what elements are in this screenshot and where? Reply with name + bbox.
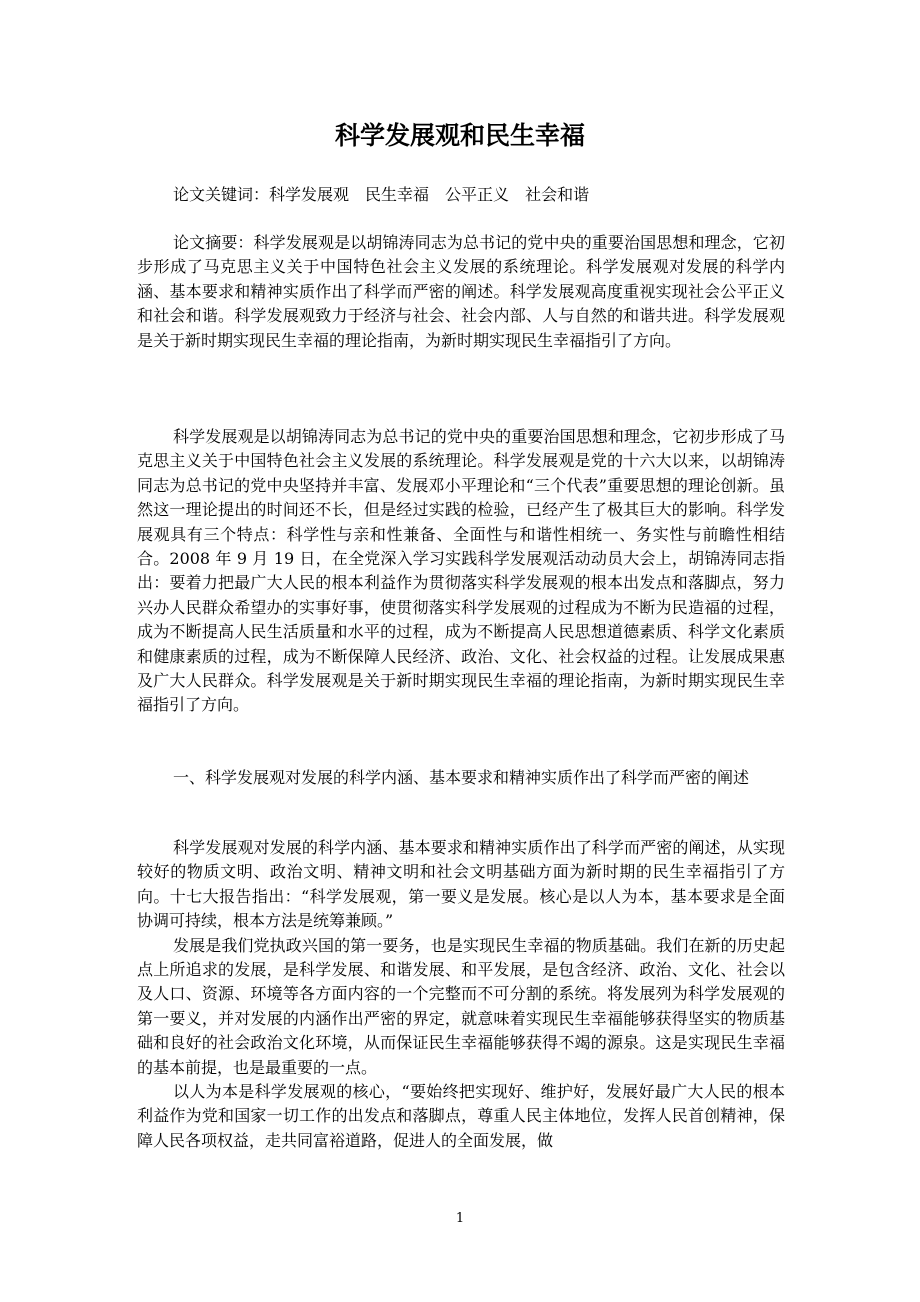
keywords-line xyxy=(137,183,785,207)
abstract-paragraph: 论文摘要：科学发展观是以胡锦涛同志为总书记的党中央的重要治国思想和理念，它初步形成了马克思主义关于中国特色社会主义发展的系统理论。科学发展观对发展的科学内涵、基本要求和精神实质作出了科学而严密的阐述。科学发展观高度重视实现社会公平正义和社会和谐。科学发展观致力于经济与社会、社会内部、人与自然的和谐共进。科学发展观是关于新时期实现民生幸福的理论指南，为新时期实现民生幸福指引了方向。 xyxy=(137,233,785,350)
keyword-item: 公平正义 xyxy=(445,185,510,204)
keyword-item: 民生幸福 xyxy=(365,185,430,204)
section-heading: 一、科学发展观对发展的科学内涵、基本要求和精神实质作出了科学而严密的阐述 xyxy=(173,768,750,787)
document-title: 科学发展观和民生幸福 xyxy=(334,121,585,150)
body-paragraph: 发展是我们党执政兴国的第一要务，也是实现民生幸福的物质基础。我们在新的历史起点上所追求的发展，是科学发展、和谐发展、和平发展，是包含经济、政治、文化、社会以及人口、资源、环境等各方面内容的一个完整而不可分割的系统。将发展列为科学发展观的第一要义，并对发展的内涵作出严密的界定，就意味着实现民生幸福能够获得坚实的物质基础和良好的社会政治文化环境，从而保证民生幸福能够获得不竭的源泉。这是实现民生幸福的基本前提，也是最重要的一点。 xyxy=(137,935,785,1077)
body-paragraph: 以人为本是科学发展观的核心，“要始终把实现好、维护好，发展好最广大人民的根本利益作为党和国家一切工作的出发点和落脚点，尊重人民主体地位，发挥人民首创精神，保障人民各项权益，走共同富裕道路，促进人的全面发展，做 xyxy=(137,1082,785,1150)
body-paragraph: 科学发展观对发展的科学内涵、基本要求和精神实质作出了科学而严密的阐述，从实现较好的物质文明、政治文明、精神文明和社会文明基础方面为新时期的民生幸福指引了方向。十七大报告指出：“科学发展观，第一要义是发展。核心是以人为本，基本要求是全面协调可持续，根本方法是统筹兼顾。” xyxy=(137,838,785,931)
intro-paragraph: 科学发展观是以胡锦涛同志为总书记的党中央的重要治国思想和理念，它初步形成了马克思主义关于中国特色社会主义发展的系统理论。科学发展观是党的十六大以来，以胡锦涛同志为总书记的党中央坚持并丰富、发展邓小平理论和“三个代表”重要思想的理论创新。虽然这一理论提出的时间还不长，但是经过实践的检验，已经产生了极其巨大的影响。科学发展观具有三个特点：科学性与亲和性兼备、全面性与和谐性相统一、务实性与前瞻性相结合。2008 年 9 月 19 日，在全党深入学习实践科学发展观活动动员大会上，胡锦涛同志指出：要着力把最广大人民的根本利益作为贯彻落实科学发展观的根本出发点和落脚点，努力兴办人民群众希望办的实事好事，使贯彻落实科学发展观的过程成为不断为民造福的过程，成为不断提高人民生活质量和水平的过程，成为不断提高人民思想道德素质、科学文化素质和健康素质的过程，成为不断保障人民经济、政治、文化、社会权益的过程。让发展成果惠及广大人民群众。科学发展观是关于新时期实现民生幸福的理论指南，为新时期实现民生幸福指引了方向。 xyxy=(137,427,785,715)
keyword-item: 科学发展观 xyxy=(269,185,350,204)
section-body xyxy=(137,836,785,1153)
keyword-item: 社会和谐 xyxy=(525,185,590,204)
keywords-label: 论文关键词： xyxy=(173,185,270,204)
page-number: 1 xyxy=(455,1211,465,1226)
